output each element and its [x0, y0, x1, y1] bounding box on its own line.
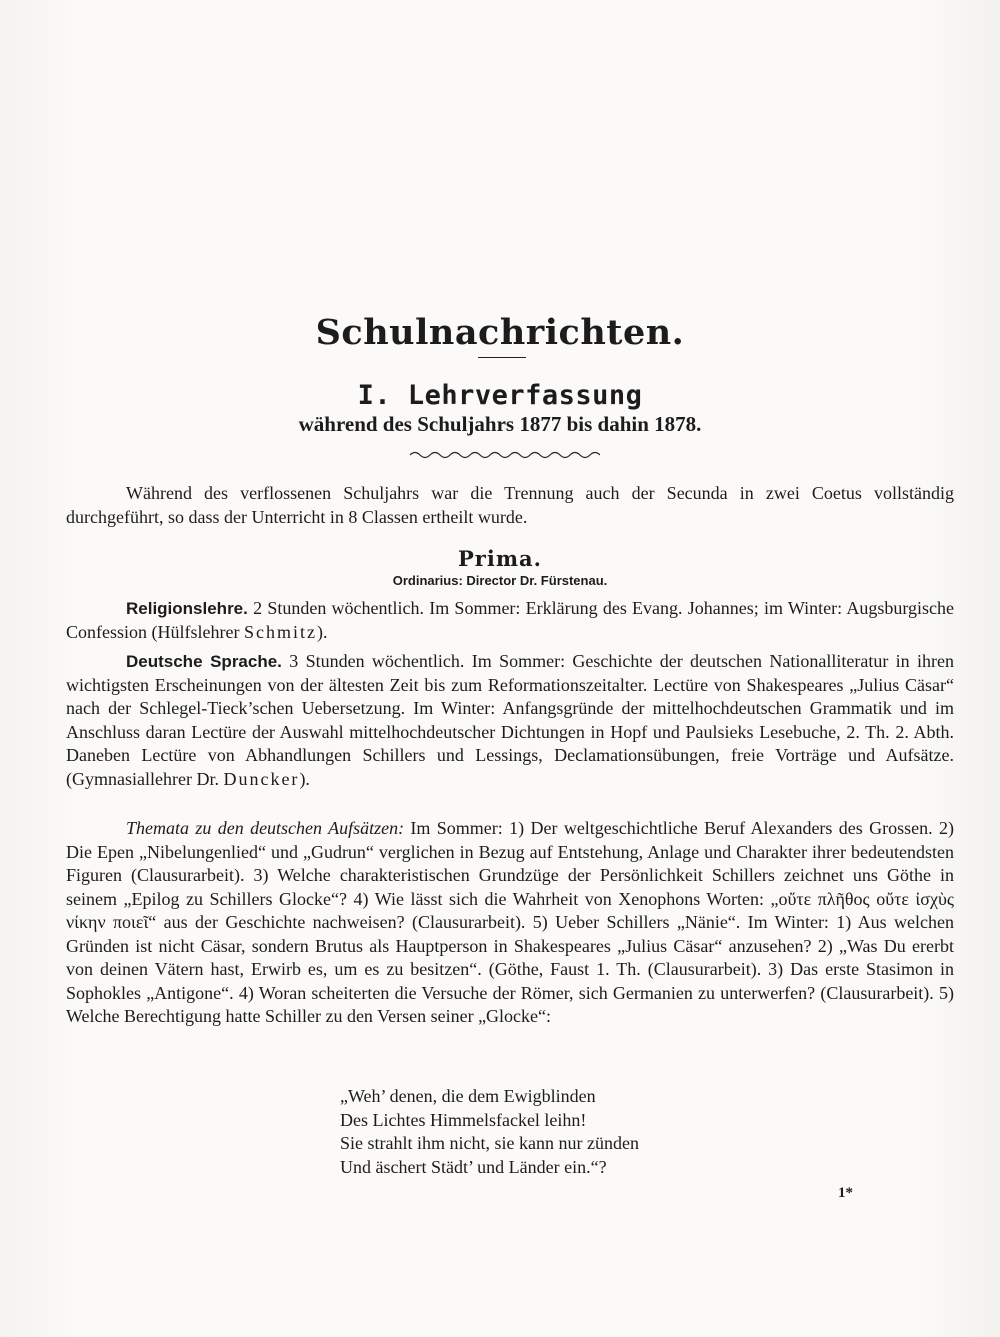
deutsch-lead: Deutsche Sprache.: [126, 652, 282, 671]
page-mark: 1*: [838, 1185, 853, 1201]
religion-teacher: Schmitz: [243, 621, 317, 642]
poem-line: „Weh’ denen, die dem Ewigblinden: [340, 1086, 596, 1106]
religion-tail: ).: [316, 621, 328, 642]
deutsch-teacher: Duncker: [223, 768, 300, 789]
religion-paragraph: [66, 597, 954, 644]
deutsch-tail: ).: [299, 768, 310, 789]
title-rule: [478, 357, 526, 358]
deutsch-paragraph: [66, 650, 954, 791]
section-heading: I. Lehrverfassung: [357, 380, 643, 411]
themata-lead: Themata zu den deutschen Aufsätzen:: [126, 818, 405, 838]
deutsch-text: 3 Stunden wöchentlich. Im Sommer: Geschichte der deutschen Nationalliteratur in ihren wichtigsten Erscheinungen von der ältesten Zeit bis zum Reformationszeitalter. Lectüre von Shakespeares „Julius Cäsar“ nach der Schlegel-Tieck’schen Uebersetzung. Im Winter: Anfangsgründe der mittelhochdeutschen Grammatik und im Anschluss daran Lectüre der Auswahl mittelhochdeutscher Dichtungen in Hopf und Paulsieks Lesebuche, 2. Th. 2. Abth. Daneben Lectüre von Abhandlungen Schillers und Lessings, Declamationsübungen, freie Vorträge und Aufsätze. (Gymnasiallehrer Dr.: [66, 651, 954, 789]
intro-paragraph: [66, 482, 954, 529]
poem-line: Und äschert Städt’ und Länder ein.“?: [340, 1156, 607, 1177]
themata-paragraph: [66, 817, 954, 1029]
poem-line: Sie strahlt ihm nicht, sie kann nur zünden: [340, 1133, 639, 1153]
religion-lead: Religionslehre.: [126, 599, 248, 618]
intro-text: Während des verflossenen Schuljahrs war die Trennung auch der Secunda in zwei Coetus vollständig durchgeführt, so dass der Unterricht in 8 Classen ertheilt wurde.: [66, 483, 954, 527]
prima-heading: Prima.: [458, 546, 542, 571]
themata-text: Im Sommer: 1) Der weltgeschichtliche Beruf Alexanders des Grossen. 2) Die Epen „Nibelungenlied“ und „Gudrun“ verglichen in Bezug auf Entstehung, Anlage und Charakter ihrer bedeutendsten Figuren (Clausurarbeit). 3) Welche charakteristischen Grundzüge der Persönlichkeit Schillers zeichnet uns Göthe in seinem „Epilog zu Schillers Glocke“? 4) Wie lässt sich die Wahrheit von Xenophons Worten: „οὔτε πλῆθος οὔτε ἰσχὺς νίκην ποιεῖ“ aus der Geschichte nachweisen? (Clausurarbeit). 5) Ueber Schillers „Nänie“. Im Winter: 1) Aus welchen Gründen ist nicht Cäsar, sondern Brutus als Hauptperson in Shakespeares „Julius Cäsar“ anzusehen? 2) „Was Du ererbt von deinen Vätern hast, Erwirb es, um es zu besitzen“. (Göthe, Faust 1. Th. (Clausurarbeit). 3) Das erste Stasimon in Sophokles „Antigone“. 4) Woran scheiterten die Versuche der Römer, sich Germanien zu unterwerfen? (Clausurarbeit). 5) Welche Berechtigung hatte Schiller zu den Versen seiner „Glocke“:: [66, 818, 954, 1026]
page-title: Schulnachrichten.: [315, 312, 685, 353]
section-subheading: während des Schuljahrs 1877 bis dahin 1878.: [298, 412, 702, 436]
ordinarius-line: Ordinarius: Director Dr. Fürstenau.: [392, 573, 608, 588]
poem-quote: [340, 1085, 639, 1179]
wavy-divider: [410, 450, 600, 460]
religion-text: 2 Stunden wöchentlich. Im Sommer: Erklärung des Evang. Johannes; im Winter: Augsburgische Confession (Hülfslehrer: [66, 598, 954, 642]
poem-line: Des Lichtes Himmelsfackel leihn!: [340, 1109, 587, 1130]
